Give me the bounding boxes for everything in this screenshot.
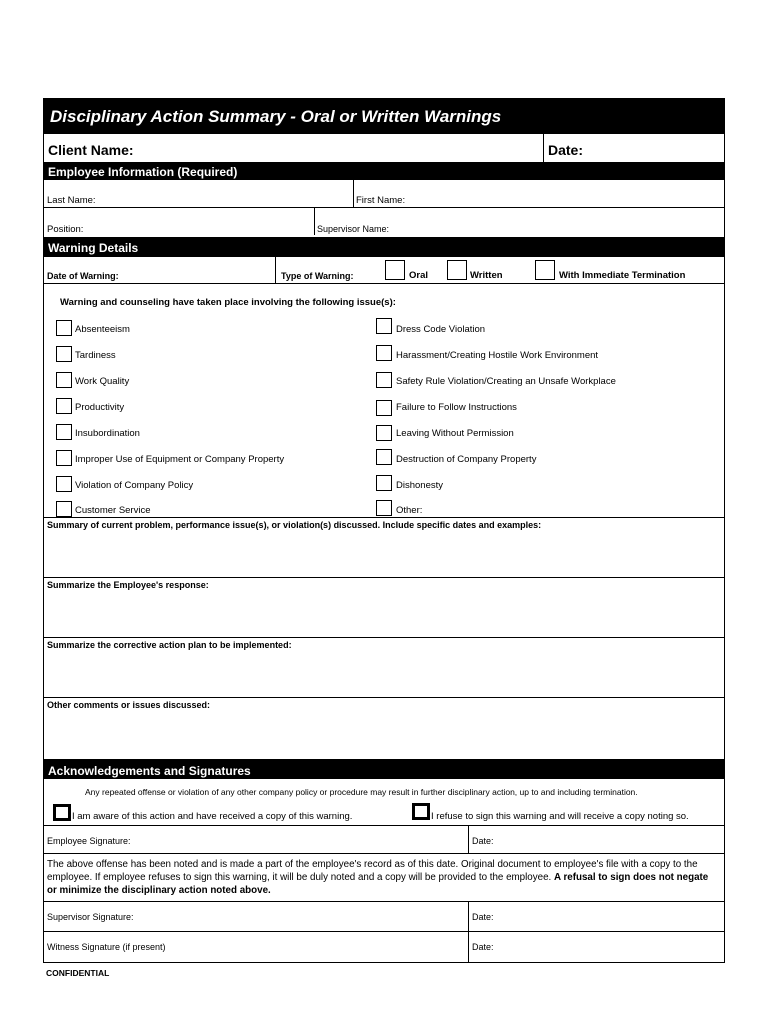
- issue-label: Harassment/Creating Hostile Work Environment: [396, 350, 599, 361]
- issue-label: Dishonesty: [396, 480, 443, 491]
- problem-summary-field[interactable]: Summary of current problem, performance issue(s), or violation(s) discussed. Include specific dates and examples:: [47, 520, 542, 530]
- issue-label: Safety Rule Violation/Creating an Unsafe Workplace: [396, 376, 616, 387]
- issue-label: Improper Use of Equipment or Company Property: [75, 454, 285, 465]
- form-title-bar: [44, 99, 724, 134]
- destruction-checkbox[interactable]: [376, 449, 392, 465]
- productivity-checkbox[interactable]: [56, 398, 72, 414]
- safety-rule-checkbox[interactable]: [376, 372, 392, 388]
- issue-label: Absenteeism: [75, 324, 130, 335]
- dress-code-checkbox[interactable]: [376, 318, 392, 334]
- client-date-label: Date:: [548, 142, 584, 158]
- oral-label: Oral: [409, 270, 429, 281]
- supervisor-signature-date-field[interactable]: Date:: [472, 912, 494, 922]
- other-checkbox[interactable]: [376, 500, 392, 516]
- disciplinary-form: [43, 98, 725, 963]
- supervisor-signature-field[interactable]: Supervisor Signature:: [47, 912, 134, 922]
- aware-checkbox[interactable]: [53, 804, 71, 821]
- failure-instructions-checkbox[interactable]: [376, 400, 392, 416]
- issue-label: Destruction of Company Property: [396, 454, 537, 465]
- issue-label: Other:: [396, 505, 423, 516]
- confidential-footer: CONFIDENTIAL: [46, 968, 110, 978]
- written-label: Written: [470, 270, 503, 281]
- issue-label: Tardiness: [75, 350, 116, 361]
- issue-label: Leaving Without Permission: [396, 428, 514, 439]
- tardiness-checkbox[interactable]: [56, 346, 72, 362]
- issues-intro: Warning and counseling have taken place involving the following issue(s):: [60, 297, 396, 308]
- issue-label: Work Quality: [75, 376, 130, 387]
- supervisor-name-field[interactable]: Supervisor Name:: [317, 224, 390, 234]
- absenteeism-checkbox[interactable]: [56, 320, 72, 336]
- type-of-warning-label: Type of Warning:: [281, 271, 354, 281]
- witness-signature-field[interactable]: Witness Signature (if present): [47, 942, 166, 952]
- employee-response-field[interactable]: Summarize the Employee's response:: [47, 580, 209, 590]
- employee-signature-field[interactable]: Employee Signature:: [47, 836, 131, 846]
- witness-signature-date-field[interactable]: Date:: [472, 942, 494, 952]
- termination-notice: Any repeated offense or violation of any other company policy or procedure may result in further disciplinary action, up to and including termination.: [85, 787, 638, 797]
- other-comments-field[interactable]: Other comments or issues discussed:: [47, 700, 211, 710]
- issue-label: Productivity: [75, 402, 125, 413]
- refuse-label: I refuse to sign this warning and will receive a copy noting so.: [431, 811, 689, 822]
- last-name-field[interactable]: Last Name:: [47, 195, 96, 206]
- date-of-warning-field[interactable]: Date of Warning:: [47, 271, 119, 281]
- policy-violation-checkbox[interactable]: [56, 476, 72, 492]
- issue-label: Violation of Company Policy: [75, 480, 194, 491]
- corrective-action-field[interactable]: Summarize the corrective action plan to be implemented:: [47, 640, 292, 650]
- leaving-checkbox[interactable]: [376, 425, 392, 441]
- issue-label: Customer Service: [75, 505, 151, 516]
- client-name-label: Client Name:: [48, 142, 134, 158]
- written-checkbox[interactable]: [447, 260, 467, 280]
- harassment-checkbox[interactable]: [376, 345, 392, 361]
- form-title: Disciplinary Action Summary - Oral or Written Warnings: [50, 107, 502, 126]
- position-field[interactable]: Position:: [47, 224, 84, 235]
- record-notice-bold: A refusal to sign does not negate or minimize the disciplinary action noted above.: [47, 872, 709, 896]
- dishonesty-checkbox[interactable]: [376, 475, 392, 491]
- employee-signature-date-field[interactable]: Date:: [472, 836, 494, 846]
- customer-service-checkbox[interactable]: [56, 501, 72, 517]
- acknowledgements-header: Acknowledgements and Signatures: [44, 759, 724, 779]
- oral-checkbox[interactable]: [385, 260, 405, 280]
- first-name-field[interactable]: First Name:: [356, 195, 406, 206]
- immediate-termination-checkbox[interactable]: [535, 260, 555, 280]
- immediate-termination-label: With Immediate Termination: [559, 270, 686, 281]
- aware-label: I am aware of this action and have received a copy of this warning.: [72, 811, 353, 822]
- warning-details-header: Warning Details: [44, 237, 724, 257]
- insubordination-checkbox[interactable]: [56, 424, 72, 440]
- record-notice: [47, 858, 719, 897]
- issue-label: Insubordination: [75, 428, 140, 439]
- issue-label: Failure to Follow Instructions: [396, 402, 517, 413]
- work-quality-checkbox[interactable]: [56, 372, 72, 388]
- improper-use-checkbox[interactable]: [56, 450, 72, 466]
- issue-label: Dress Code Violation: [396, 324, 486, 335]
- refuse-checkbox[interactable]: [412, 803, 430, 820]
- employee-info-header: Employee Information (Required): [44, 162, 724, 180]
- record-notice-text: The above offense has been noted and is made a part of the employee's record as of this date. Original document to employee's file with a copy to the employee. If employee refuses to sign this warning, it will be duly noted and a copy will be provided to the employee.: [47, 859, 698, 883]
